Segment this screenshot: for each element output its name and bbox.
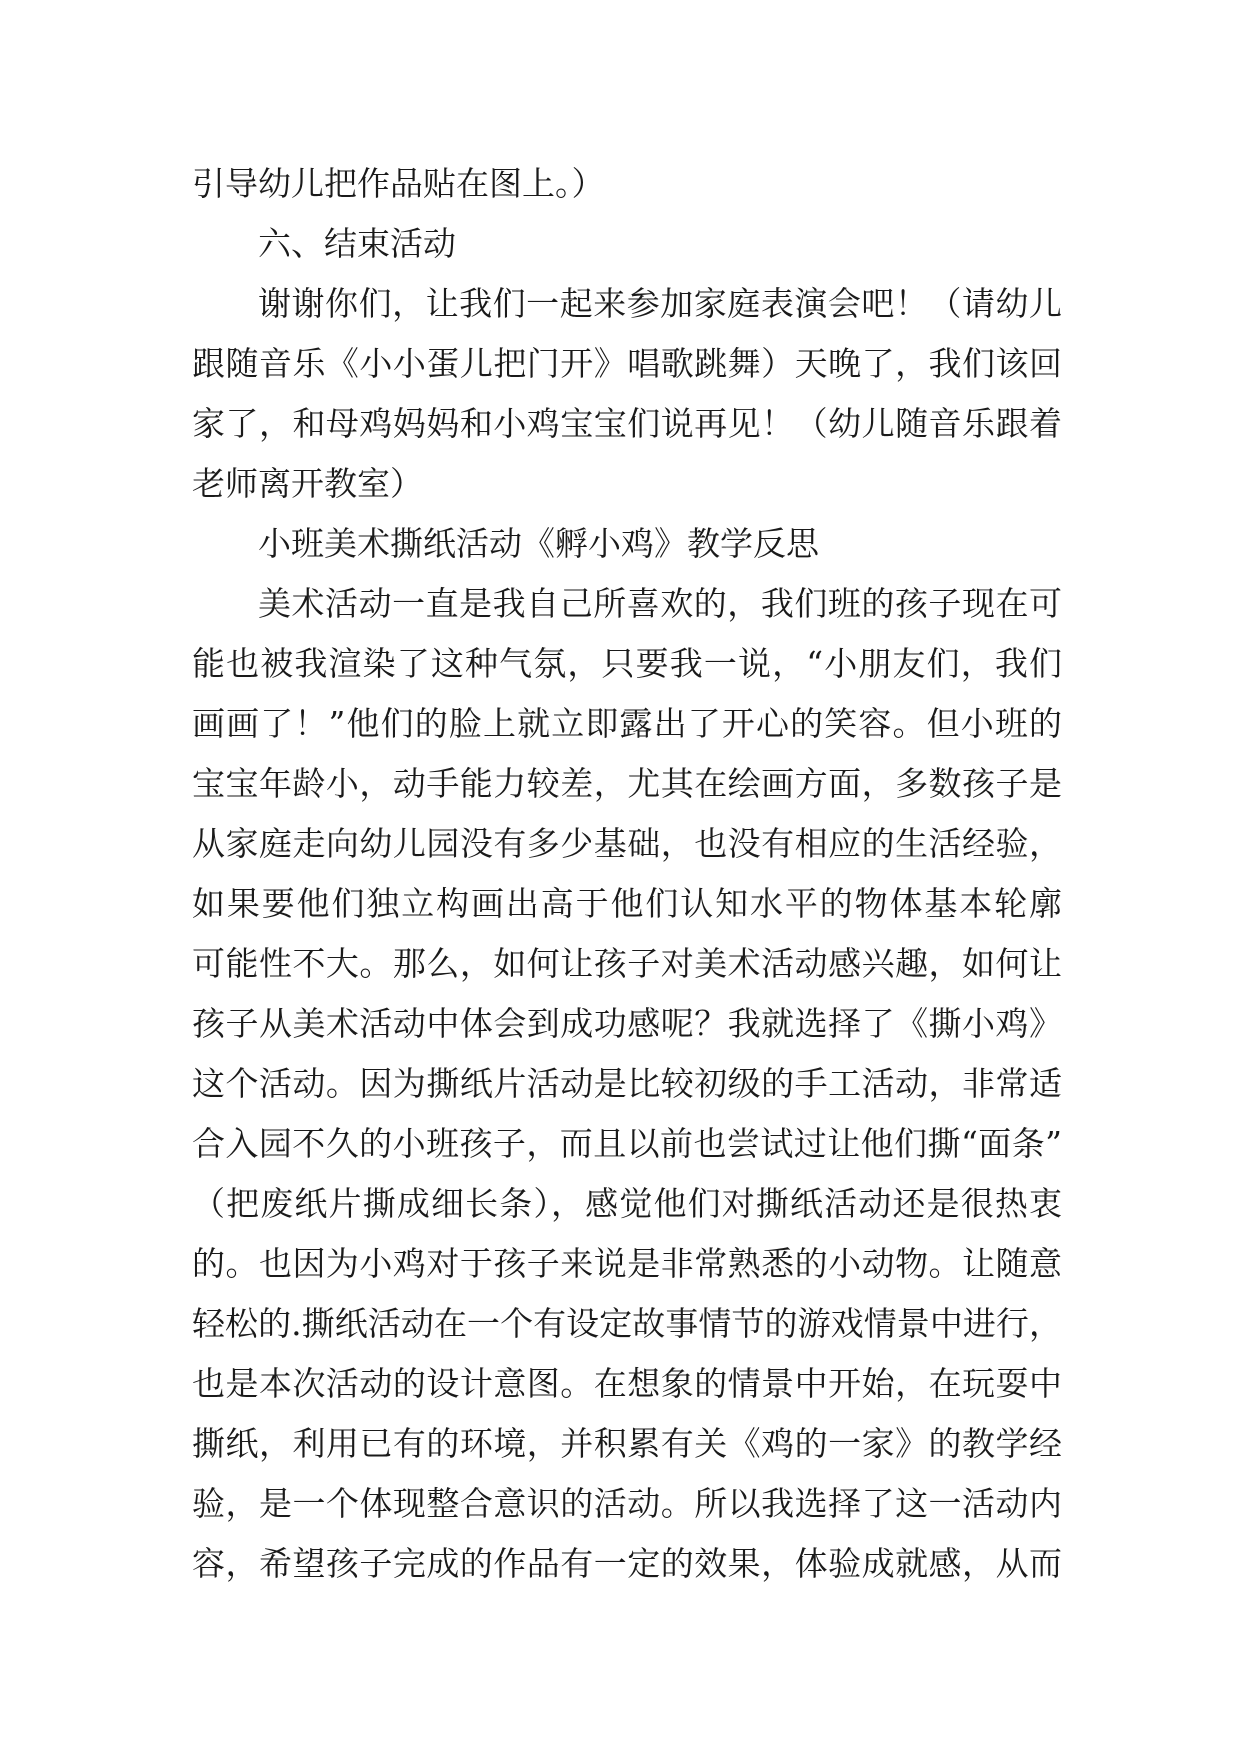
paragraph-line: 能也被我渲染了这种气氛，只要我一说，“小朋友们，我们 <box>192 644 1062 683</box>
paragraph-line: 美术活动一直是我自己所喜欢的，我们班的孩子现在可 <box>258 584 1062 623</box>
paragraph-line: 引导幼儿把作品贴在图上。） <box>192 164 605 203</box>
paragraph-line: 轻松的.撕纸活动在一个有设定故事情节的游戏情景中进行， <box>192 1304 1062 1343</box>
paragraph-line: 谢谢你们，让我们一起来参加家庭表演会吧！（请幼儿 <box>258 284 1062 323</box>
paragraph-line: 如果要他们独立构画出高于他们认知水平的物体基本轮廓 <box>192 884 1062 923</box>
paragraph-line: 宝宝年龄小，动手能力较差，尤其在绘画方面，多数孩子是 <box>192 764 1062 803</box>
paragraph-line: 也是本次活动的设计意图。在想象的情景中开始，在玩耍中 <box>192 1364 1062 1403</box>
paragraph-line: 跟随音乐《小小蛋儿把门开》唱歌跳舞）天晚了，我们该回 <box>192 344 1062 383</box>
paragraph-line: 老师离开教室） <box>192 464 423 503</box>
reflection-title: 小班美术撕纸活动《孵小鸡》教学反思 <box>258 524 819 563</box>
paragraph-line: 合入园不久的小班孩子，而且以前也尝试过让他们撕“面条” <box>192 1124 1062 1163</box>
paragraph-line: 容，希望孩子完成的作品有一定的效果，体验成就感，从而 <box>192 1544 1062 1583</box>
paragraph-line: 从家庭走向幼儿园没有多少基础，也没有相应的生活经验， <box>192 824 1062 863</box>
paragraph-line: 验，是一个体现整合意识的活动。所以我选择了这一活动内 <box>192 1484 1062 1523</box>
paragraph-line: 孩子从美术活动中体会到成功感呢？我就选择了《撕小鸡》 <box>192 1004 1062 1043</box>
section-heading: 六、结束活动 <box>258 224 456 263</box>
paragraph-line: 家了，和母鸡妈妈和小鸡宝宝们说再见！（幼儿随音乐跟着 <box>192 404 1062 443</box>
paragraph-line: 这个活动。因为撕纸片活动是比较初级的手工活动，非常适 <box>192 1064 1062 1103</box>
paragraph-line: 可能性不大。那么，如何让孩子对美术活动感兴趣，如何让 <box>192 944 1062 983</box>
paragraph-line: 画画了！”他们的脸上就立即露出了开心的笑容。但小班的 <box>192 704 1062 743</box>
paragraph-line: 的。也因为小鸡对于孩子来说是非常熟悉的小动物。让随意 <box>192 1244 1062 1283</box>
paragraph-line: （把废纸片撕成细长条），感觉他们对撕纸活动还是很热衷 <box>192 1184 1062 1223</box>
paragraph-line: 撕纸，利用已有的环境，并积累有关《鸡的一家》的教学经 <box>192 1424 1062 1463</box>
